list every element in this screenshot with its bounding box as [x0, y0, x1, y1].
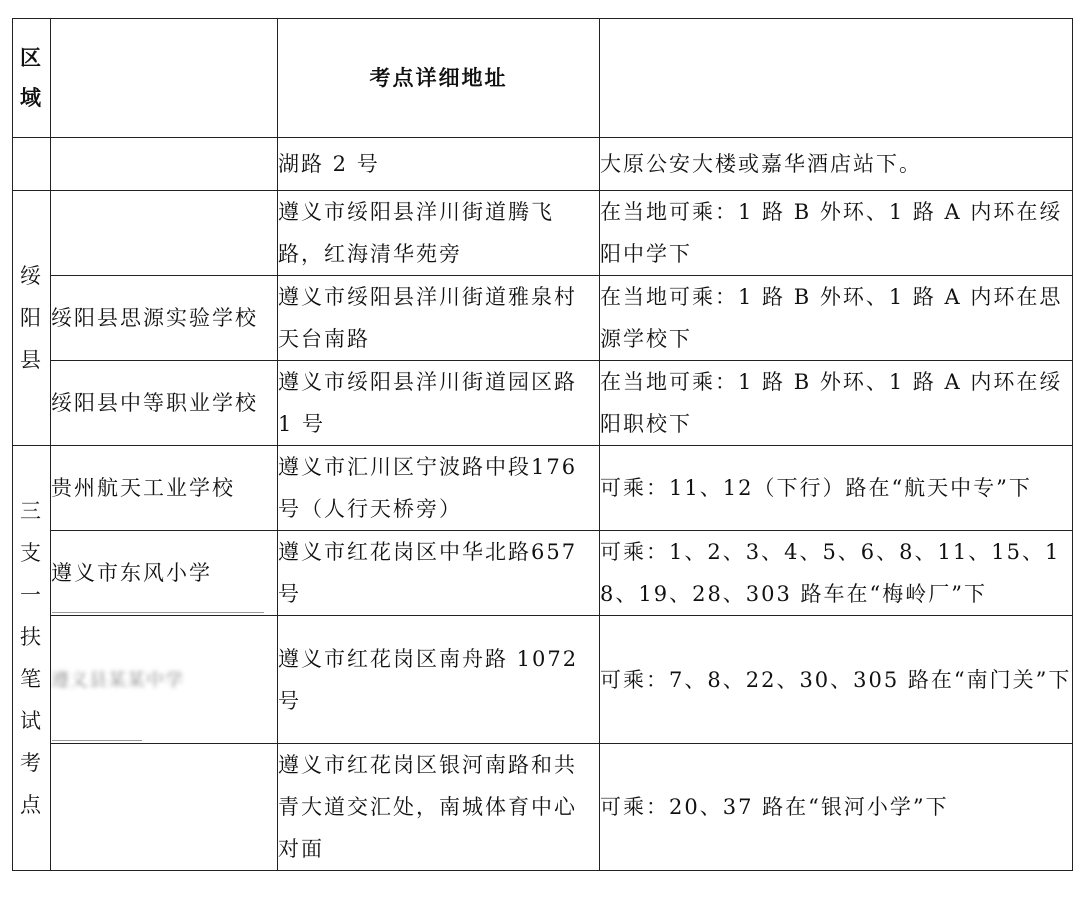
name-cell-empty — [51, 138, 278, 191]
address-cell: 遵义市红花岗区银河南路和共青大道交汇处，南城体育中心对面 — [278, 744, 600, 871]
transport-cell: 在当地可乘：1 路 B 外环、1 路 A 内环在绥阳中学下 — [600, 191, 1073, 276]
transport-cell: 在当地可乘：1 路 B 外环、1 路 A 内环在绥阳职校下 — [600, 361, 1073, 446]
transport-cell: 在当地可乘：1 路 B 外环、1 路 A 内环在思源学校下 — [600, 276, 1073, 361]
table-row — [13, 276, 1073, 361]
region-sanzhi: 三支一扶笔试考点 — [13, 446, 51, 871]
name-cell-blurred — [51, 616, 278, 744]
name-cell: 绥阳县思源实验学校 — [51, 276, 278, 361]
blurred-name: 遵义县某某中学 — [51, 669, 184, 691]
address-cell: 遵义市红花岗区南舟路 1072 号 — [278, 616, 600, 744]
address-cell: 遵义市绥阳县洋川街道腾飞路，红海清华苑旁 — [278, 191, 600, 276]
name-cell — [51, 744, 278, 871]
address-cell: 遵义市汇川区宁波路中段176 号（人行天桥旁） — [278, 446, 600, 531]
table-row — [13, 446, 1073, 531]
transport-cell: 可乘：7、8、22、30、305 路在“南门关”下 — [600, 616, 1073, 744]
faint-rule — [52, 740, 142, 741]
name-cell: 贵州航天工业学校 — [51, 446, 278, 531]
address-cell: 遵义市绥阳县洋川街道雅泉村天台南路 — [278, 276, 600, 361]
table-row — [13, 531, 1073, 616]
address-cell: 湖路 2 号 — [278, 138, 600, 191]
name-cell: 遵义市东风小学 — [51, 531, 278, 616]
header-region: 区域 — [13, 19, 51, 138]
table-row — [13, 138, 1073, 191]
transport-cell: 可乘：20、37 路在“银河小学”下 — [600, 744, 1073, 871]
transport-cell: 可乘：1、2、3、4、5、6、8、11、15、18、19、28、303 路车在“梅岭厂”下 — [600, 531, 1073, 616]
header-address: 考点详细地址 — [278, 19, 600, 138]
table-row — [13, 361, 1073, 446]
region-suiyang: 绥阳县 — [13, 191, 51, 446]
table-header-row — [13, 19, 1073, 138]
faint-rule — [52, 612, 264, 613]
table-row — [13, 191, 1073, 276]
name-cell: 绥阳县中等职业学校 — [51, 361, 278, 446]
table-row — [13, 616, 1073, 744]
header-transport — [600, 19, 1073, 138]
transport-cell: 大原公安大楼或嘉华酒店站下。 — [600, 138, 1073, 191]
header-name — [51, 19, 278, 138]
transport-cell: 可乘：11、12（下行）路在“航天中专”下 — [600, 446, 1073, 531]
name-cell — [51, 191, 278, 276]
exam-site-table — [12, 18, 1073, 871]
address-cell: 遵义市红花岗区中华北路657 号 — [278, 531, 600, 616]
table-row — [13, 744, 1073, 871]
region-cell-empty — [13, 138, 51, 191]
address-cell: 遵义市绥阳县洋川街道园区路 1 号 — [278, 361, 600, 446]
